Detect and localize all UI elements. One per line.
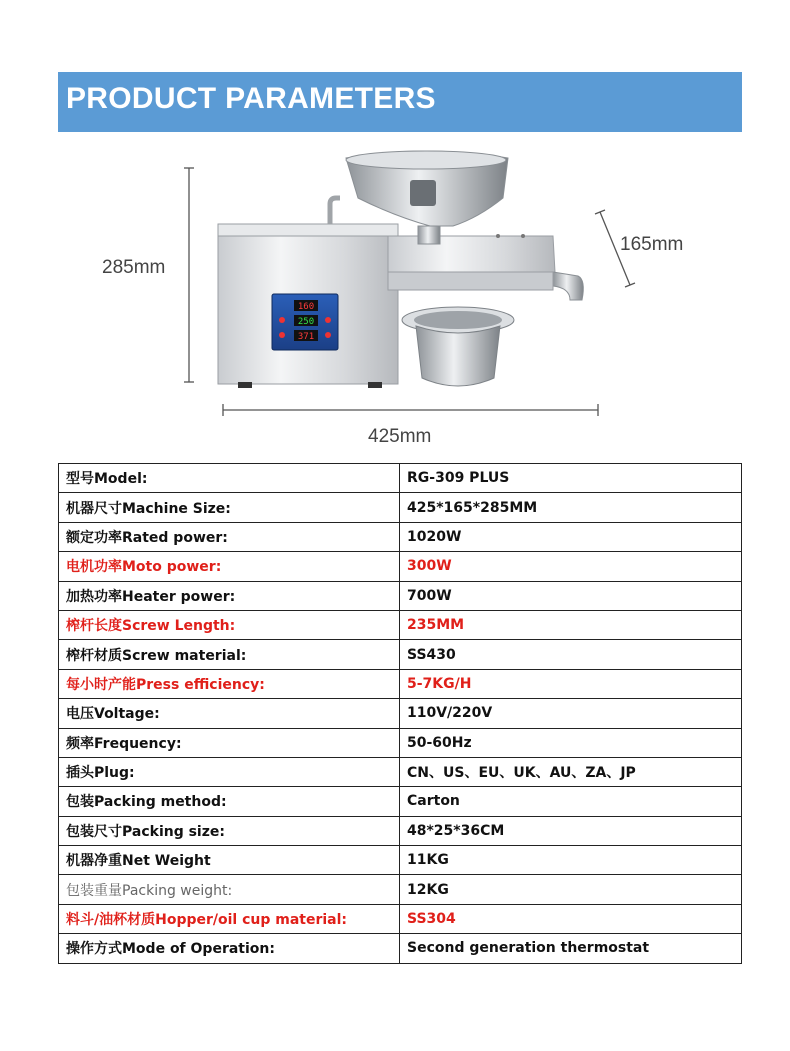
- panel-readout-3: 371: [297, 332, 315, 342]
- table-row: [59, 640, 742, 669]
- table-row: [59, 610, 742, 639]
- table-row: [59, 787, 742, 816]
- param-label: 榨杆材质Screw material:: [59, 640, 400, 669]
- product-figure: [58, 140, 742, 455]
- table-row: [59, 464, 742, 493]
- table-row: [59, 904, 742, 933]
- param-label: 插头Plug:: [59, 757, 400, 786]
- param-label: 包装Packing method:: [59, 787, 400, 816]
- param-value: 48*25*36CM: [400, 816, 742, 845]
- table-row: [59, 728, 742, 757]
- table-row: [59, 875, 742, 904]
- table-row: [59, 816, 742, 845]
- param-value: Second generation thermostat: [400, 934, 742, 963]
- param-label: 操作方式Mode of Operation:: [59, 934, 400, 963]
- table-row: [59, 934, 742, 963]
- param-label: 电机功率Moto power:: [59, 552, 400, 581]
- param-label: 每小时产能Press efficiency:: [59, 669, 400, 698]
- param-value: CN、US、EU、UK、AU、ZA、JP: [400, 757, 742, 786]
- param-value: 12KG: [400, 875, 742, 904]
- param-label: 机器净重Net Weight: [59, 846, 400, 875]
- param-value: 700W: [400, 581, 742, 610]
- param-label: 料斗/油杯材质Hopper/oil cup material:: [59, 904, 400, 933]
- height-dimension: [184, 168, 194, 382]
- param-value: 110V/220V: [400, 699, 742, 728]
- param-label: 加热功率Heater power:: [59, 581, 400, 610]
- param-value: 5-7KG/H: [400, 669, 742, 698]
- table-row: [59, 846, 742, 875]
- param-label: 包装重量Packing weight:: [59, 875, 400, 904]
- depth-label: 165mm: [620, 234, 684, 255]
- param-value: 235MM: [400, 610, 742, 639]
- param-label: 包装尺寸Packing size:: [59, 816, 400, 845]
- param-value: 300W: [400, 552, 742, 581]
- table-row: [59, 552, 742, 581]
- param-value: 11KG: [400, 846, 742, 875]
- table-row: [59, 493, 742, 522]
- width-dimension: [223, 404, 598, 416]
- table-row: [59, 699, 742, 728]
- section-banner: [58, 72, 742, 132]
- param-value: RG-309 PLUS: [400, 464, 742, 493]
- table-row: [59, 522, 742, 551]
- panel-readout-1: 160: [297, 302, 315, 312]
- param-value: SS304: [400, 904, 742, 933]
- table-row: [59, 581, 742, 610]
- parameters-table: [58, 463, 742, 964]
- param-label: 型号Model:: [59, 464, 400, 493]
- param-value: 50-60Hz: [400, 728, 742, 757]
- width-label: 425mm: [368, 426, 432, 447]
- param-label: 榨杆长度Screw Length:: [59, 610, 400, 639]
- section-title: PRODUCT PARAMETERS: [66, 82, 436, 115]
- param-label: 频率Frequency:: [59, 728, 400, 757]
- panel-readout-2: 250: [297, 317, 315, 327]
- param-value: 1020W: [400, 522, 742, 551]
- oil-press-illustration: [58, 140, 742, 455]
- param-label: 机器尺寸Machine Size:: [59, 493, 400, 522]
- param-value: 425*165*285MM: [400, 493, 742, 522]
- param-label: 额定功率Rated power:: [59, 522, 400, 551]
- param-label: 电压Voltage:: [59, 699, 400, 728]
- param-value: Carton: [400, 787, 742, 816]
- table-row: [59, 757, 742, 786]
- height-label: 285mm: [102, 257, 166, 278]
- table-row: [59, 669, 742, 698]
- param-value: SS430: [400, 640, 742, 669]
